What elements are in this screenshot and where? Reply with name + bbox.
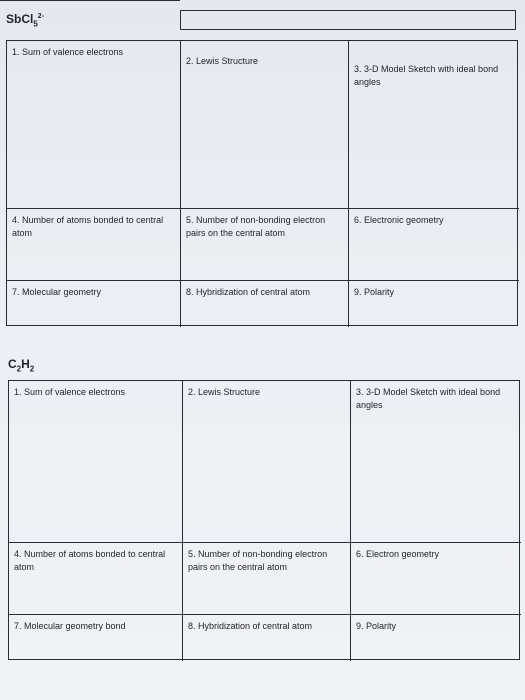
cell-label: 5. Number of non-bonding electron pairs on the central atom [186, 215, 326, 238]
cell-nonbonding-pairs[interactable] [181, 209, 349, 281]
cell-label: 2. Lewis Structure [186, 56, 259, 66]
cell-label: 4. Number of atoms bonded to central atom [14, 549, 166, 572]
cell-label: 4. Number of atoms bonded to central atom [12, 215, 164, 238]
cell-lewis-structure[interactable] [181, 41, 349, 209]
cell-molecular-geometry[interactable] [7, 281, 181, 327]
cell-label: 2. Lewis Structure [188, 387, 261, 397]
cell-3d-model[interactable] [351, 381, 521, 543]
cell-label: 9. Polarity [354, 287, 395, 297]
top-rule-line [0, 0, 180, 1]
formula-subscript: 5 [33, 19, 38, 29]
cell-label: 8. Hybridization of central atom [188, 621, 313, 631]
cell-label: 6. Electron geometry [356, 549, 440, 559]
formula-carbon-count: 2 [16, 364, 22, 374]
molecule-formula-sbcl5 [6, 12, 44, 28]
cell-label: 5. Number of non-bonding electron pairs on the central atom [188, 549, 328, 572]
cell-label: 9. Polarity [356, 621, 397, 631]
cell-label: 3. 3-D Model Sketch with ideal bond angles [354, 64, 499, 87]
cell-atoms-bonded[interactable] [9, 543, 183, 615]
formula-hydrogen: H [21, 357, 30, 371]
formula-hydrogen-count: 2 [29, 364, 35, 374]
cell-hybridization[interactable] [183, 615, 351, 661]
cell-molecular-geometry[interactable] [9, 615, 183, 661]
molecule-formula-c2h2 [8, 357, 34, 373]
formula-base: SbCl [6, 12, 34, 26]
formula-carbon: C [8, 357, 17, 371]
cell-valence-electrons[interactable] [7, 41, 181, 209]
worksheet-table-2 [8, 380, 520, 660]
cell-polarity[interactable] [351, 615, 521, 661]
cell-3d-model[interactable] [349, 41, 519, 209]
formula-charge: 2- [37, 13, 45, 20]
cell-hybridization[interactable] [181, 281, 349, 327]
cell-electron-geometry[interactable] [351, 543, 521, 615]
cell-label: 3. 3-D Model Sketch with ideal bond angles [356, 387, 501, 410]
cell-valence-electrons[interactable] [9, 381, 183, 543]
formula-answer-box[interactable] [180, 10, 516, 30]
cell-lewis-structure[interactable] [183, 381, 351, 543]
cell-nonbonding-pairs[interactable] [183, 543, 351, 615]
cell-label: 8. Hybridization of central atom [186, 287, 311, 297]
cell-label: 6. Electronic geometry [354, 215, 444, 225]
cell-electronic-geometry[interactable] [349, 209, 519, 281]
cell-label: 1. Sum of valence electrons [14, 387, 126, 397]
cell-label: 1. Sum of valence electrons [12, 47, 124, 57]
cell-polarity[interactable] [349, 281, 519, 327]
worksheet-table-1 [6, 40, 518, 326]
cell-label: 7. Molecular geometry bond [14, 621, 126, 631]
cell-atoms-bonded[interactable] [7, 209, 181, 281]
cell-label: 7. Molecular geometry [12, 287, 102, 297]
